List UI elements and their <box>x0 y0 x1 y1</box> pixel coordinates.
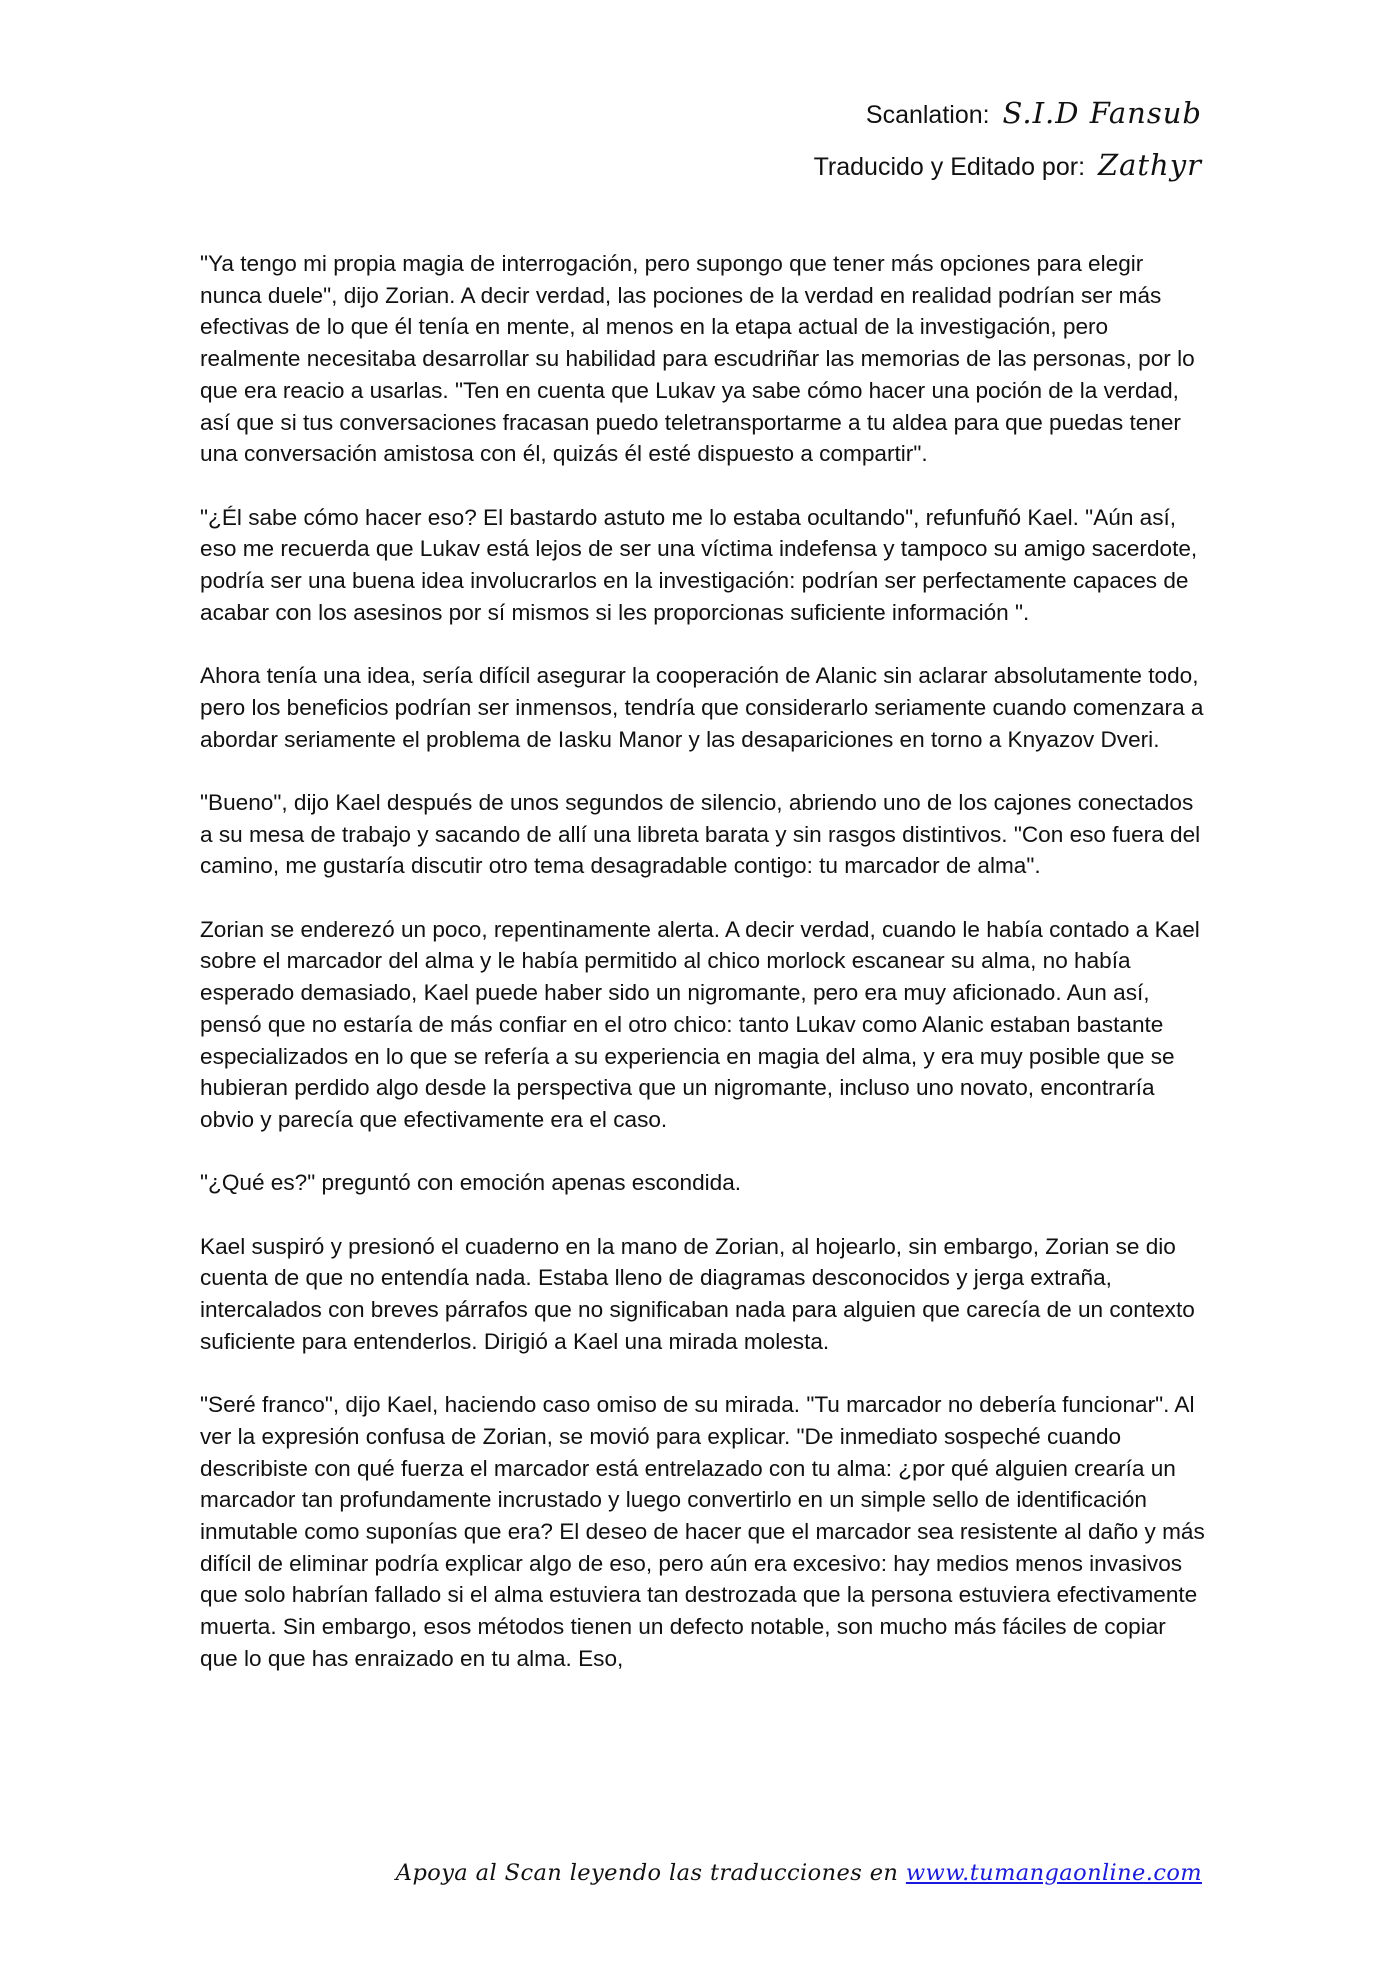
paragraph: Zorian se enderezó un poco, repentinamente alerta. A decir verdad, cuando le había contado a Kael sobre el marcador del alma y le había permitido al chico morlock escanear su alma, no había esperado demasiado, Kael puede haber sido un nigromante, pero era muy aficionado. Aun así, pensó que no estaría de más confiar en el otro chico: tanto Lukav como Alanic estaban bastante especializados en lo que se refería a su experiencia en magia del alma, y era muy posible que se hubieran perdido algo desde la perspectiva que un nigromante, incluso uno novato, encontraría obvio y parecía que efectivamente era el caso. <box>200 916 1200 1132</box>
editor-credit <box>814 140 1202 192</box>
editor-label: Traducido y Editado por: <box>813 153 1086 181</box>
scanlation-group-name: S.I.D Fansub <box>1002 96 1202 130</box>
paragraph: "¿Qué es?" preguntó con emoción apenas escondida. <box>200 1170 742 1196</box>
footer-link[interactable]: www.tumangaonline.com <box>905 1860 1202 1886</box>
paragraph: "Bueno", dijo Kael después de unos segundos de silencio, abriendo uno de los cajones conectados a su mesa de trabajo y sacando de allí una libreta barata y sin rasgos distintivos. "Con eso fuera del camino, me gustaría discutir otro tema desagradable contigo: tu marcador de alma". <box>200 789 1201 879</box>
editor-name: Zathyr <box>1097 148 1202 182</box>
scanlation-credit <box>814 88 1202 140</box>
paragraph: "Ya tengo mi propia magia de interrogación, pero supongo que tener más opciones para elegir nunca duele", dijo Zorian. A decir verdad, las pociones de la verdad en realidad podrían ser más efectivas de lo que él tenía en mente, al menos en la etapa actual de la investigación, pero realmente necesitaba desarrollar su habilidad para escudriñar las memorias de las personas, por lo que era reacio a usarlas. "Ten en cuenta que Lukav ya sabe cómo hacer una poción de la verdad, así que si tus conversaciones fracasan puedo teletransportarme a tu aldea para que puedas tener una conversación amistosa con él, quizás él esté dispuesto a compartir". <box>200 251 1195 467</box>
paragraph: "¿Él sabe cómo hacer eso? El bastardo astuto me lo estaba ocultando", refunfuñó Kael. "Aún así, eso me recuerda que Lukav está lejos de ser una víctima indefensa y tampoco su amigo sacerdote, podría ser una buena idea involucrarlos en la investigación: podrían ser perfectamente capaces de acabar con los asesinos por sí mismos si les proporcionas suficiente información ". <box>200 504 1198 625</box>
paragraph: "Seré franco", dijo Kael, haciendo caso omiso de su mirada. "Tu marcador no debería funcionar". Al ver la expresión confusa de Zorian, se movió para explicar. "De inmediato sospeché cuando describiste con qué fuerza el marcador está entrelazado con tu alma: ¿por qué alguien crearía un marcador tan profundamente incrustado y luego convertirlo en un simple sello de identificación inmutable como suponías que era? El deseo de hacer que el marcador sea resistente al daño y más difícil de eliminar podría explicar algo de eso, pero aún era excesivo: hay medios menos invasivos que solo habrían fallado si el alma estuviera tan destrozada que la persona estuviera efectivamente muerta. Sin embargo, esos métodos tienen un defecto notable, son mucho más fáciles de copiar que lo que has enraizado en tu alma. Eso, <box>200 1392 1205 1671</box>
paragraph: Kael suspiró y presionó el cuaderno en la mano de Zorian, al hojearlo, sin embargo, Zorian se dio cuenta de que no entendía nada. Estaba lleno de diagramas desconocidos y jerga extraña, intercalados con breves párrafos que no significaban nada para alguien que carecía de un contexto suficiente para entenderlos. Dirigió a Kael una mirada molesta. <box>200 1233 1195 1354</box>
scanlation-label: Scanlation: <box>865 101 990 129</box>
chapter-text <box>200 248 1205 1706</box>
paragraph: Ahora tenía una idea, sería difícil asegurar la cooperación de Alanic sin aclarar absolutamente todo, pero los beneficios podrían ser inmensos, tendría que considerarlo seriamente cuando comenzara a abordar seriamente el problema de Iasku Manor y las desapariciones en torno a Knyazov Dveri. <box>200 663 1204 752</box>
page-footer <box>0 1860 1202 1886</box>
footer-text: Apoya al Scan leyendo las traducciones en <box>395 1860 899 1886</box>
credits-block <box>814 88 1202 192</box>
